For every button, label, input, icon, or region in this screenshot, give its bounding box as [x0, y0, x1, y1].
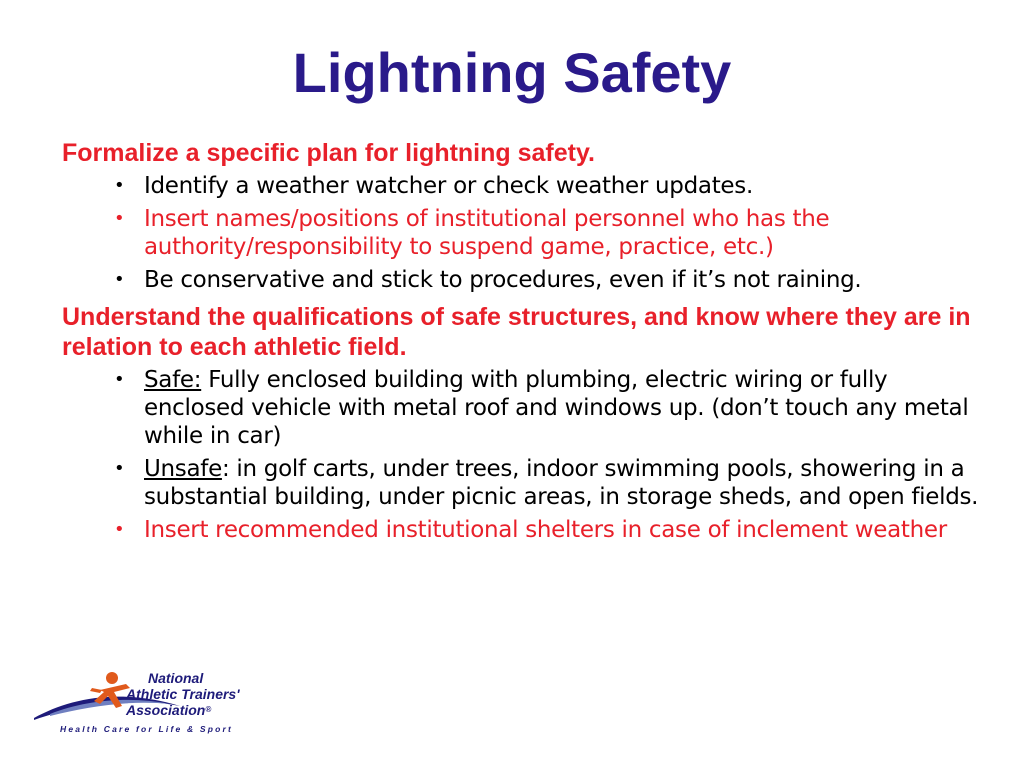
safe-label: Safe: — [144, 367, 202, 393]
bullet-insert-shelters: • Insert recommended institutional shelters in case of inclement weather — [114, 516, 992, 544]
bullet-insert-personnel: • Insert names/positions of institutional personnel who has the authority/responsibility to suspend game, practice, etc.) — [114, 205, 992, 261]
logo-text-athletic-trainers: Athletic Trainers' — [126, 686, 240, 702]
bullet-weather-watcher: • Identify a weather watcher or check weather updates. — [114, 172, 992, 200]
bullet-be-conservative: • Be conservative and stick to procedures, even if it’s not raining. — [114, 266, 992, 294]
unsafe-label: Unsafe — [144, 456, 222, 482]
logo-tagline: Health Care for Life & Sport — [60, 724, 234, 734]
unsafe-text: : in golf carts, under trees, indoor swimming pools, showering in a substantial building, under picnic areas, in storage sheds, and open fields. — [144, 456, 979, 510]
plan-bullet-list — [114, 172, 992, 294]
nata-logo — [30, 668, 300, 740]
safe-text: Fully enclosed building with plumbing, electric wiring or fully enclosed vehicle with metal roof and windows up. (don’t touch any metal while in car) — [144, 367, 969, 449]
structures-bullet-list — [114, 366, 992, 544]
section-heading-structures: Understand the qualifications of safe structures, and know where they are in relation to each athletic field. — [62, 303, 971, 361]
section-heading-plan: Formalize a specific plan for lightning safety. — [62, 139, 595, 167]
slide-body — [62, 138, 992, 549]
slide-title: Lightning Safety — [292, 41, 732, 104]
bullet-safe — [114, 366, 992, 450]
logo-text-national: National — [148, 670, 204, 686]
logo-text-association: Association® — [126, 702, 212, 718]
bullet-unsafe — [114, 455, 992, 511]
